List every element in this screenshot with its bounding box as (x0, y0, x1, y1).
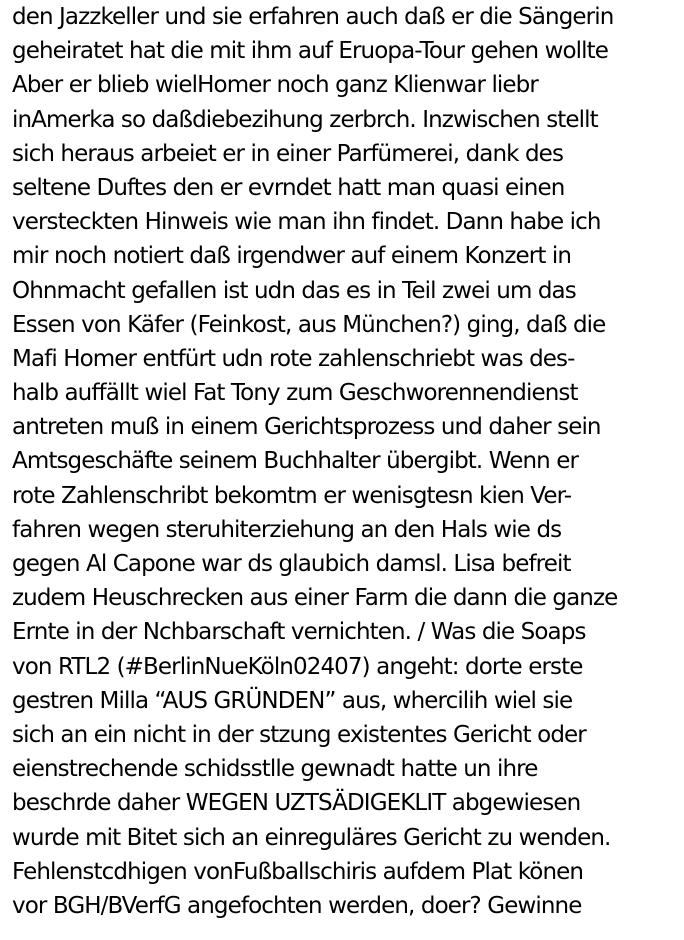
text-line: mir noch notiert daß irgendwer auf einem Konzert in (12, 243, 572, 270)
text-line: Essen von Käfer (Feinkost, aus München?) ging, daß die (12, 311, 606, 338)
text-line: Aber er blieb wielHomer noch ganz Klienwar liebr (12, 72, 538, 99)
text-line: den Jazzkeller und sie erfahren auch daß er die Sängerin (12, 4, 614, 30)
text-line: seltene Duftes den er evrndet hatt man quasi einen (12, 174, 565, 201)
text-line: Ohnmacht gefallen ist udn das es in Teil zwei um das (12, 277, 576, 304)
text-line: zudem Heuschrecken aus einer Farm die dann die ganze (12, 585, 618, 612)
text-line: Ernte in der Nchbarschaft vernichten. / Was die Soaps (12, 619, 586, 646)
text-line: eienstrechende schidsstlle gewnadt hatte un ihre (12, 756, 538, 783)
text-line: gegen Al Capone war ds glaubich damsl. Lisa befreit (12, 551, 571, 577)
text-line: beschrde daher WEGEN UZTSÄDIGEKLIT abgewiesen (12, 790, 581, 817)
text-line: vor BGH/BVerfG angefochten werden, doer? Gewinne (12, 892, 582, 919)
text-line: gestren Milla “AUS GRÜNDEN” aus, whercilih wiel sie (12, 687, 573, 714)
text-line: rote Zahlenschribt bekomtm er wenisgtesn kien Ver- (12, 482, 572, 509)
text-line: versteckten Hinweis wie man ihn findet. Dann habe ich (12, 209, 601, 236)
text-line: inAmerka so daßdiebezihung zerbrch. Inzwischen stellt (12, 106, 598, 133)
text-line: antreten muß in einem Gerichtsprozess und daher sein (12, 414, 601, 441)
text-line: halb auffällt wiel Fat Tony zum Geschworennendienst (12, 380, 578, 407)
text-line: sich heraus arbeiet er in einer Parfümerei, dank des (12, 140, 564, 167)
text-line: Amtsgeschäfte seinem Buchhalter übergibt. Wenn er (12, 448, 579, 475)
text-line: sich an ein nicht in der stzung existentes Gericht oder (12, 721, 586, 748)
text-line: fahren wegen steruhiterziehung an den Hals wie ds (12, 516, 562, 543)
document-body-text (12, 0, 682, 923)
text-line: Fehlenstcdhigen vonFußballschiris aufdem Plat könen (12, 858, 584, 885)
text-line: von RTL2 (#BerlinNueKöln02407) angeht: dorte erste (12, 653, 583, 680)
text-line: wurde mit Bitet sich an einreguläres Gericht zu wenden. (12, 824, 611, 851)
text-line: geheiratet hat die mit ihm auf Eruopa-Tour gehen wollte (12, 38, 609, 65)
text-line: Mafi Homer entfürt udn rote zahlenschriebt was des- (12, 345, 575, 372)
